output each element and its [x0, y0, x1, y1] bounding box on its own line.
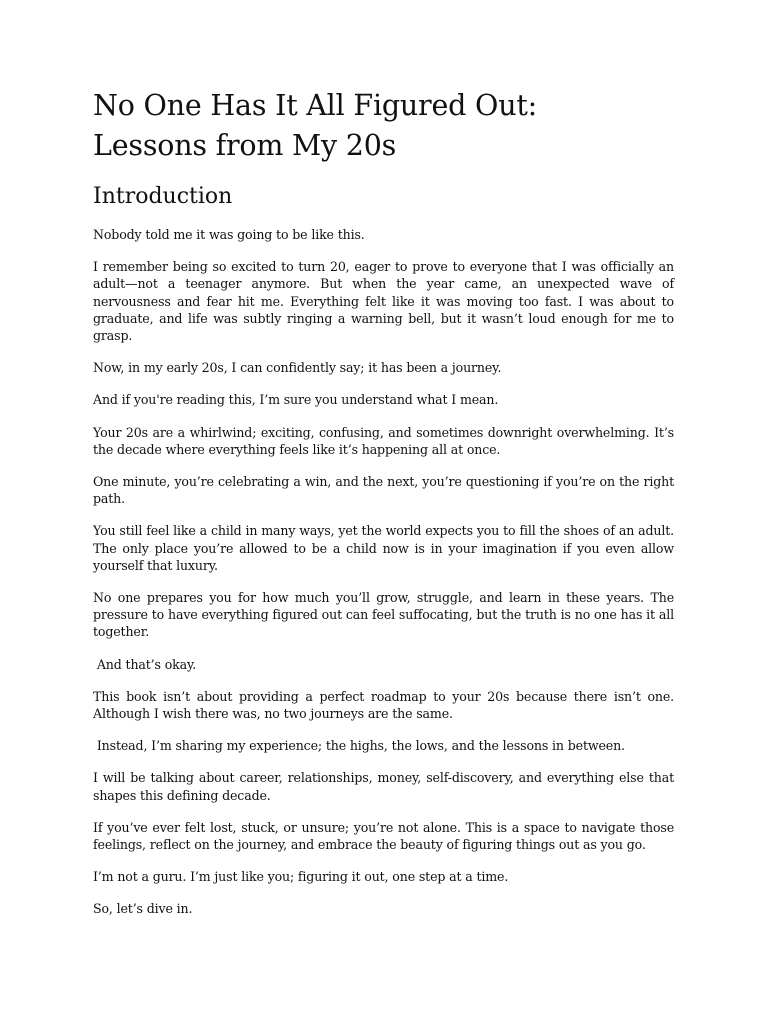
document-title	[93, 86, 674, 166]
paragraph: So, let’s dive in.	[93, 901, 193, 917]
paragraph: If you’ve ever felt lost, stuck, or unsure; you’re not alone. This is a space to navigate those feelings, reflect on the journey, and embrace the beauty of figuring things out as you go.	[93, 819, 674, 853]
paragraph: No one prepares you for how much you’ll grow, struggle, and learn in these years. The pressure to have everything figured out can feel suffocating, but the truth is no one has it all together.	[93, 590, 674, 640]
paragraph: And that’s okay.	[93, 656, 197, 672]
section-heading: Introduction	[93, 184, 233, 209]
paragraph: This book isn’t about providing a perfect roadmap to your 20s because there isn’t one. Although I wish there was, no two journeys are the same.	[93, 688, 674, 722]
paragraph: Now, in my early 20s, I can confidently say; it has been a journey.	[93, 360, 502, 376]
paragraph: I will be talking about career, relationships, money, self-discovery, and everything else that shapes this defining decade.	[93, 770, 674, 803]
paragraph: Nobody told me it was going to be like this.	[93, 227, 365, 242]
paragraph: Your 20s are a whirlwind; exciting, confusing, and sometimes downright overwhelming. It’s the decade where everything feels like it’s happening all at once.	[93, 424, 674, 457]
paragraph: I remember being so excited to turn 20, eager to prove to everyone that I was officially an adult—not a teenager anymore. But when the year came, an unexpected wave of nervousness and fear hit me. Everything felt like it was moving too fast. I was about to graduate, and life was subtly ringing a warning bell, but it wasn’t loud enough for me to grasp.	[93, 259, 674, 344]
paragraph: I’m not a guru. I’m just like you; figuring it out, one step at a time.	[93, 869, 509, 885]
paragraph: And if you're reading this, I’m sure you understand what I mean.	[93, 392, 499, 408]
paragraph: One minute, you’re celebrating a win, and the next, you’re questioning if you’re on the right path.	[93, 474, 674, 507]
paragraph: Instead, I’m sharing my experience; the highs, the lows, and the lessons in between.	[93, 738, 625, 754]
paragraph: You still feel like a child in many ways, yet the world expects you to fill the shoes of an adult. The only place you’re allowed to be a child now is in your imagination if you even allow yourself that luxury.	[93, 523, 674, 573]
body-text	[93, 226, 674, 918]
title-line-2: Lessons from My 20s	[93, 129, 397, 162]
title-line-1: No One Has It All Figured Out:	[93, 89, 538, 122]
document-page	[93, 86, 674, 933]
